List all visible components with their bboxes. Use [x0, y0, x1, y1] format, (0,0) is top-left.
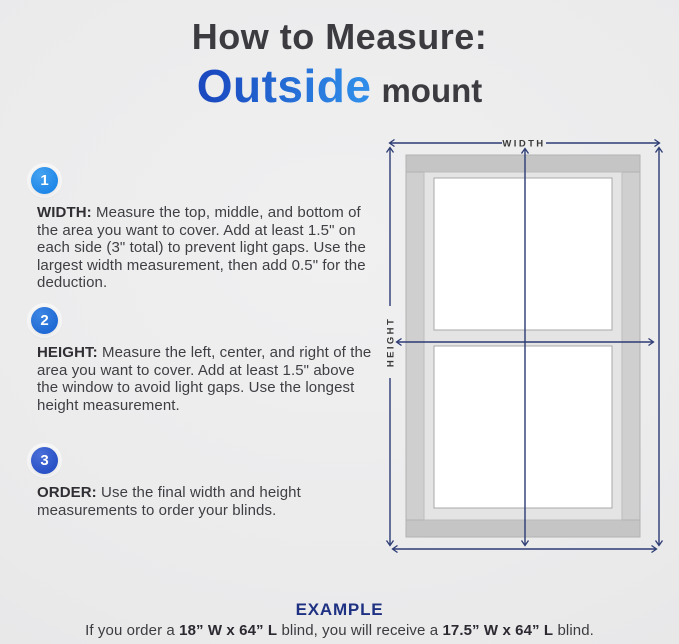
step-2-number-badge [31, 307, 58, 334]
step-2-number: 2 [40, 312, 49, 329]
step-1-text [37, 204, 378, 292]
step-2-text [37, 344, 378, 414]
example-mid: blind, you will receive a [277, 622, 443, 639]
title-highlight: Outside [196, 60, 372, 112]
step-2-heading: HEIGHT: [37, 344, 98, 361]
title-line2 [0, 59, 679, 113]
title-suffix: mount [381, 72, 483, 109]
step-2 [37, 307, 378, 414]
step-1-body: Measure the top, middle, and bottom of the area you want to cover. Add at least 1.5" on each side (3" total) to prevent light gaps. Use the largest width measurement, then add 0.5" for the deduction. [37, 204, 366, 291]
width-measure-label: WIDTH [502, 138, 546, 150]
example-title: EXAMPLE [295, 600, 384, 619]
window-head-band [406, 155, 640, 172]
step-3-text [37, 484, 378, 519]
step-1-heading: WIDTH: [37, 204, 92, 221]
window-upper-pane [434, 178, 612, 330]
step-3 [37, 447, 378, 519]
step-1 [37, 167, 378, 292]
step-1-number-badge [31, 167, 58, 194]
step-1-number: 1 [40, 172, 49, 189]
window-sill-band [406, 520, 640, 537]
step-3-number: 3 [40, 452, 49, 469]
step-3-body: Use the final width and height measurements to order your blinds. [37, 484, 301, 519]
example-line [0, 622, 679, 639]
step-2-body: Measure the left, center, and right of the area you want to cover. Add at least 1.5" above the window to avoid light gaps. Use the longest height measurement. [37, 344, 372, 414]
window-measure-diagram [376, 132, 668, 572]
height-measure-label: HEIGHT [385, 316, 397, 368]
title-line1: How to Measure: [191, 16, 488, 57]
example-footer [0, 600, 679, 639]
example-received-size: 17.5” W x 64” L [442, 622, 554, 639]
window-lower-pane [434, 346, 612, 508]
page-title [0, 16, 679, 113]
example-suffix: blind. [553, 622, 594, 639]
step-3-number-badge [31, 447, 58, 474]
example-prefix: If you order a [85, 622, 180, 639]
example-ordered-size: 18” W x 64” L [179, 622, 278, 639]
step-3-heading: ORDER: [37, 484, 97, 501]
